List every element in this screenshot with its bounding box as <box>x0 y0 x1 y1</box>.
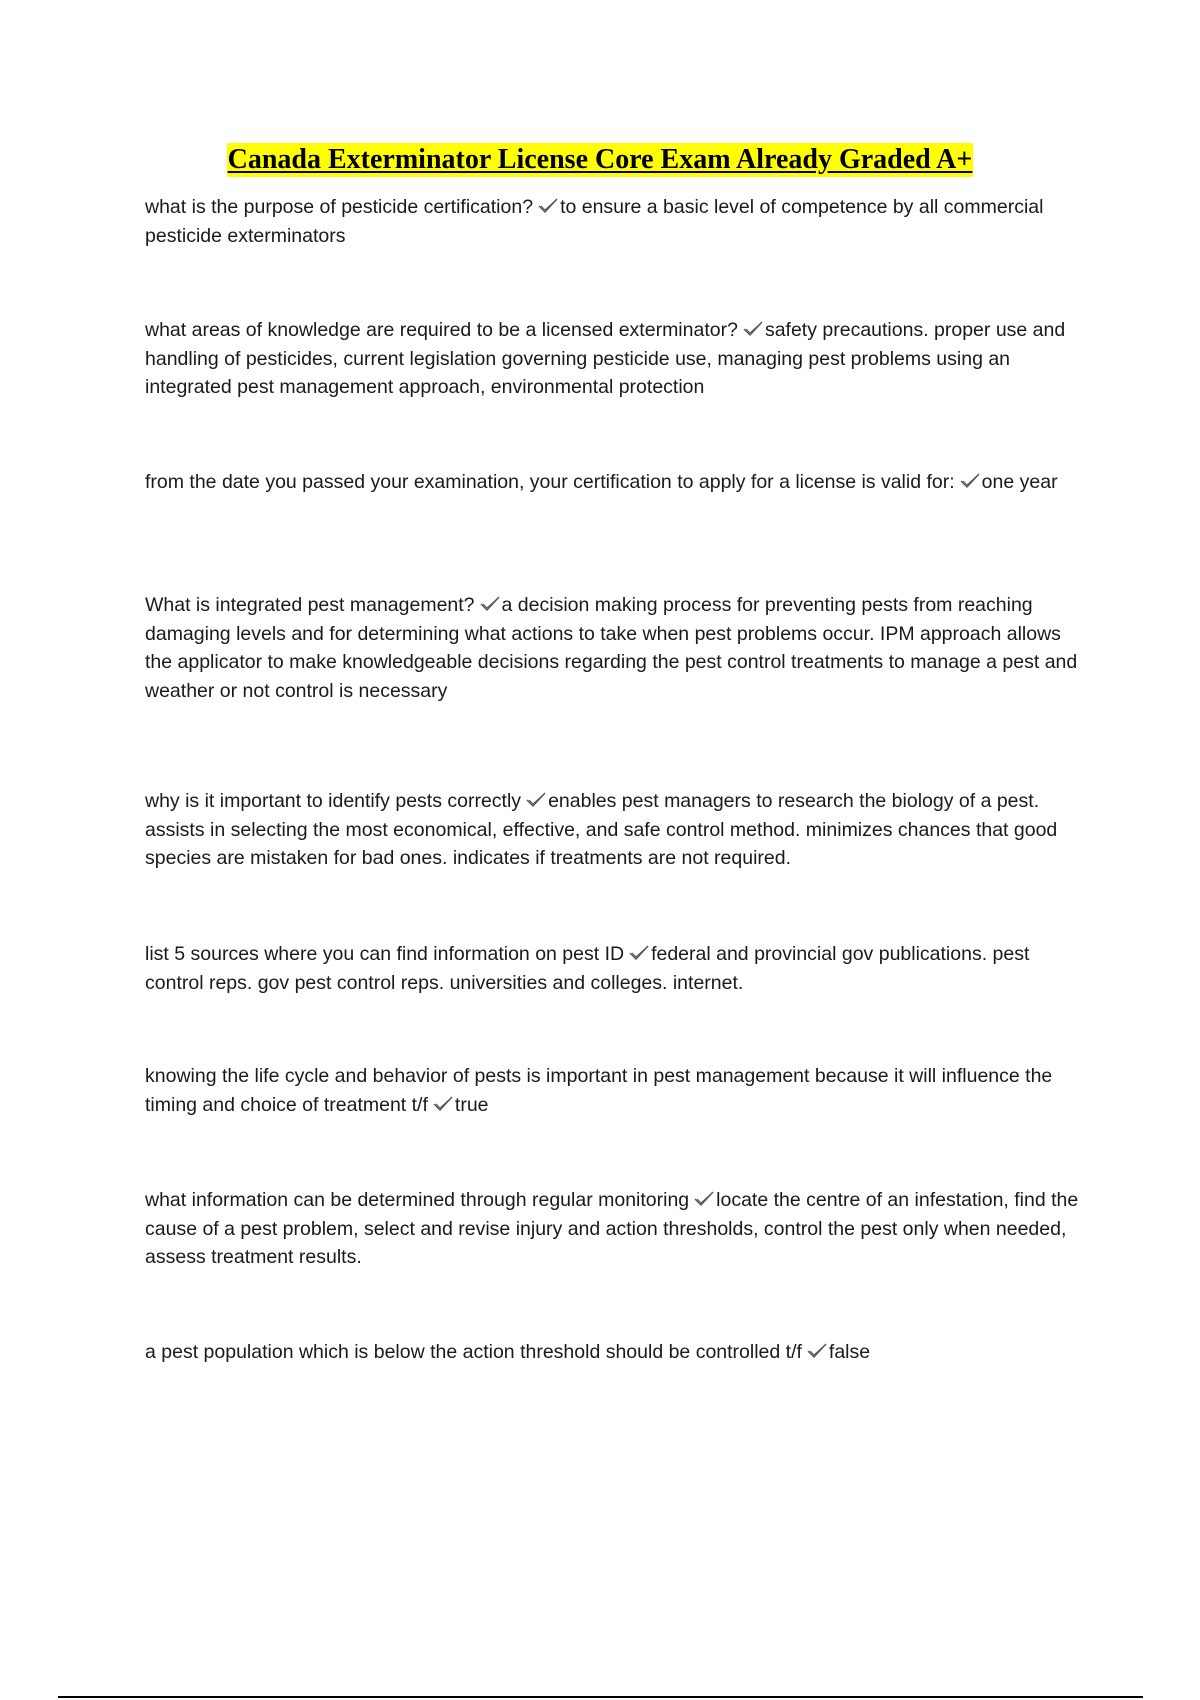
question-text: what is the purpose of pesticide certification? <box>145 196 534 218</box>
qa-item-9 <box>145 1338 1090 1367</box>
qa-item-5 <box>145 787 1090 873</box>
answer-text: false <box>828 1341 871 1363</box>
page-bottom-rule <box>58 1696 1143 1698</box>
answer-text: locate the centre of an infestation, find the cause of a pest problem, select and revise injury and action thresholds, control the pest only when needed, assess treatment results. <box>145 1189 1079 1268</box>
check-mark-icon <box>432 1095 454 1113</box>
check-mark-icon <box>479 595 501 613</box>
answer-text: federal and provincial gov publications. pest control reps. gov pest control reps. universities and colleges. internet. <box>145 943 1030 994</box>
answer-text: one year <box>981 471 1058 493</box>
qa-item-7 <box>145 1062 1090 1119</box>
question-text: what areas of knowledge are required to be a licensed exterminator? <box>145 319 738 341</box>
qa-item-1 <box>145 193 1090 250</box>
check-mark-icon <box>959 472 981 490</box>
check-mark-icon <box>628 944 650 962</box>
question-text: why is it important to identify pests correctly <box>145 790 522 812</box>
title-container <box>0 143 1200 177</box>
check-mark-icon <box>537 197 559 215</box>
check-mark-icon <box>693 1190 715 1208</box>
question-text: What is integrated pest management? <box>145 594 475 616</box>
document-title: Canada Exterminator License Core Exam Already Graded A+ <box>227 144 973 175</box>
question-text: knowing the life cycle and behavior of pests is important in pest management because it will influence the timing and choice of treatment t/f <box>145 1065 1053 1116</box>
qa-item-3 <box>145 468 1090 497</box>
check-mark-icon <box>742 320 764 338</box>
answer-text: safety precautions. proper use and handling of pesticides, current legislation governing pesticide use, managing pest problems using an integrated pest management approach, environmental protection <box>145 319 1066 398</box>
answer-text: a decision making process for preventing pests from reaching damaging levels and for determining what actions to take when pest problems occur. IPM approach allows the applicator to make knowledgeable decisions regarding the pest control treatments to manage a pest and weather or not control is necessary <box>145 594 1078 702</box>
answer-text: true <box>454 1093 489 1116</box>
check-mark-icon <box>806 1342 828 1360</box>
qa-item-8 <box>145 1186 1090 1272</box>
question-text: what information can be determined through regular monitoring <box>145 1189 690 1211</box>
question-text: from the date you passed your examination, your certification to apply for a license is valid for: <box>145 471 955 493</box>
qa-item-2 <box>145 316 1090 402</box>
check-mark-icon <box>525 791 547 809</box>
qa-item-6 <box>145 940 1090 997</box>
answer-text: to ensure a basic level of competence by all commercial pesticide exterminators <box>145 196 1044 247</box>
question-text: list 5 sources where you can find information on pest ID <box>145 943 625 965</box>
answer-text: enables pest managers to research the biology of a pest. assists in selecting the most economical, effective, and safe control method. minimizes chances that good species are mistaken for bad ones. indicates if treatments are not required. <box>145 790 1058 869</box>
question-text: a pest population which is below the action threshold should be controlled t/f <box>145 1341 802 1363</box>
qa-item-4 <box>145 591 1090 705</box>
